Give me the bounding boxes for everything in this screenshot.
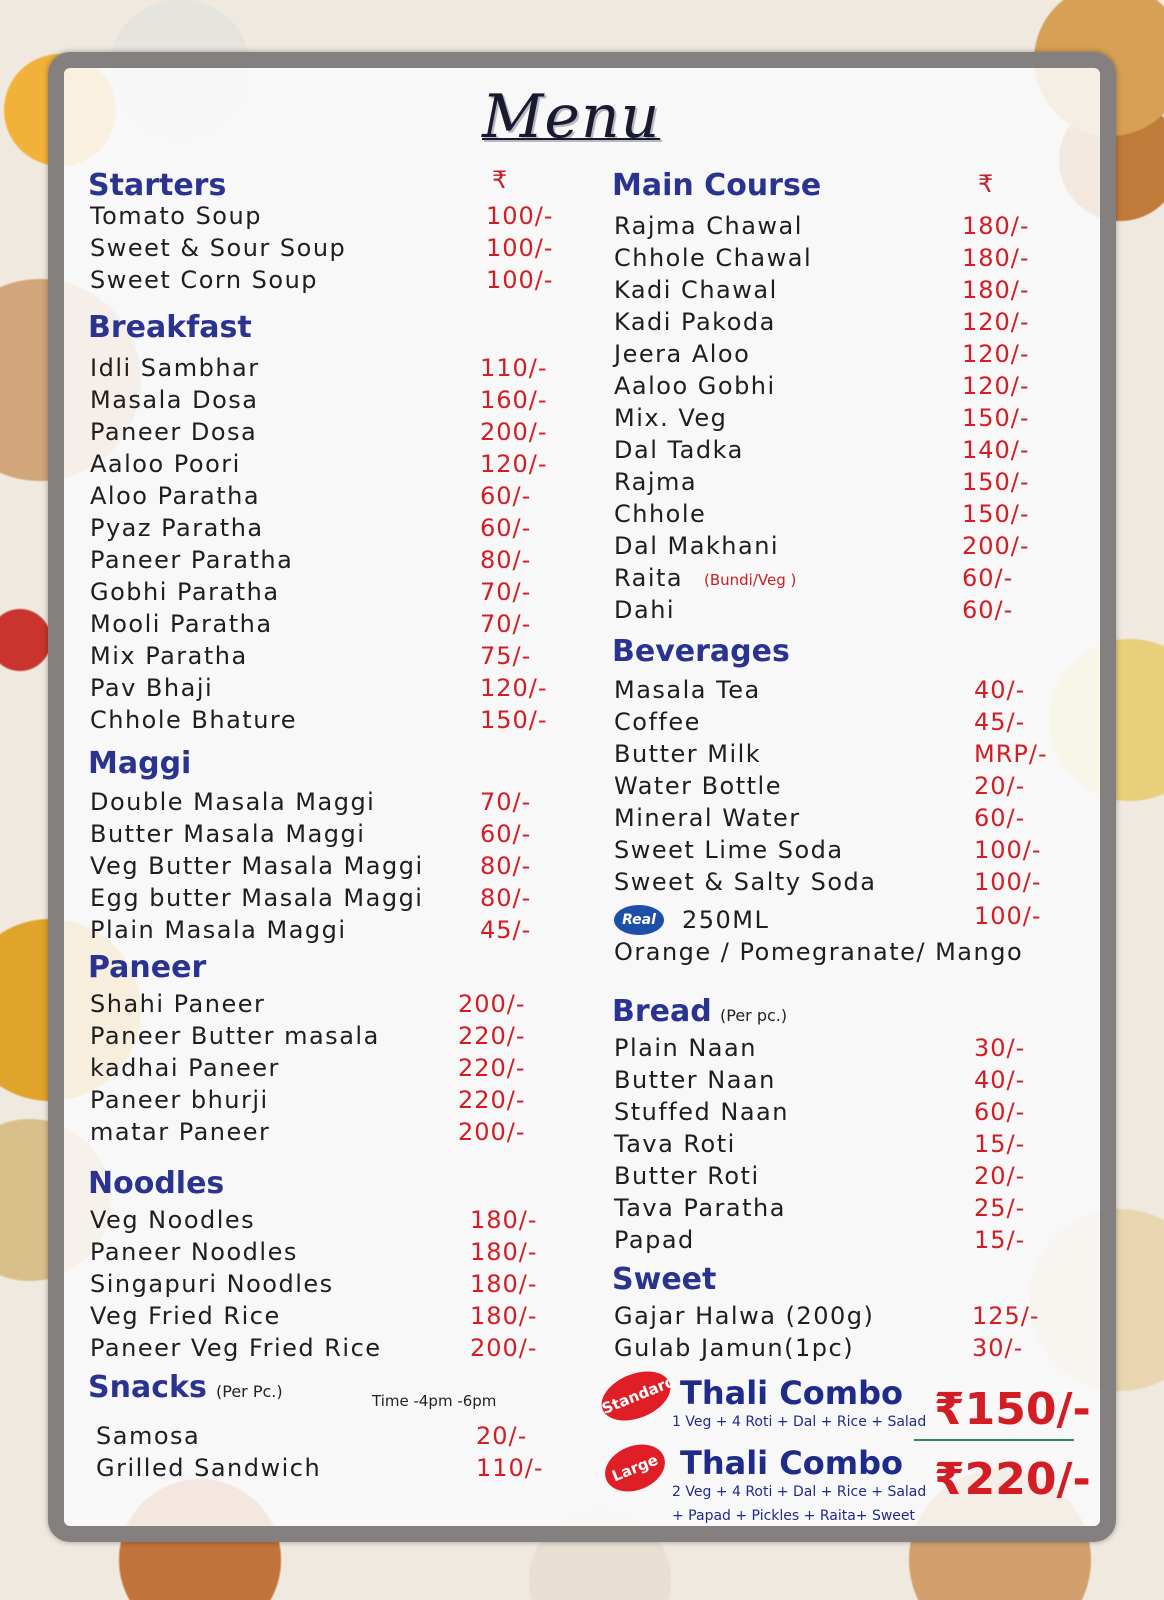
large-thali-price: ₹220/- xyxy=(934,1454,1091,1505)
sweet-item: Gulab Jamun(1pc) xyxy=(614,1334,855,1362)
beverages-price: 40/- xyxy=(974,676,1026,704)
noodles-item: Singapuri Noodles xyxy=(90,1270,334,1298)
maggi-item: Veg Butter Masala Maggi xyxy=(90,852,424,880)
main-course-item: Dal Makhani xyxy=(614,532,780,560)
starters-price: 100/- xyxy=(486,234,554,262)
beverages-item: Coffee xyxy=(614,708,701,736)
standard-thali-badge: Standard xyxy=(594,1362,677,1430)
main-course-rupee-symbol: ₹ xyxy=(978,170,994,198)
bread-heading-note: (Per pc.) xyxy=(720,1006,788,1025)
breakfast-price: 75/- xyxy=(480,642,532,670)
bread-item: Plain Naan xyxy=(614,1034,757,1062)
main-course-item: Mix. Veg xyxy=(614,404,728,432)
snacks-heading: Snacks xyxy=(88,1370,207,1405)
paneer-heading: Paneer xyxy=(88,950,207,985)
main-course-item: Chhole Chawal xyxy=(614,244,813,272)
main-course-price: 120/- xyxy=(962,372,1030,400)
main-course-item: Raita xyxy=(614,564,684,592)
paneer-item: Paneer Butter masala xyxy=(90,1022,380,1050)
noodles-item: Veg Fried Rice xyxy=(90,1302,281,1330)
bread-price: 15/- xyxy=(974,1130,1026,1158)
starters-price: 100/- xyxy=(486,202,554,230)
starters-rupee-symbol: ₹ xyxy=(492,166,508,194)
sweet-price: 125/- xyxy=(972,1302,1040,1330)
bread-item: Tava Paratha xyxy=(614,1194,786,1222)
maggi-item: Double Masala Maggi xyxy=(90,788,376,816)
beverages-price: 100/- xyxy=(974,836,1042,864)
beverages-price: 45/- xyxy=(974,708,1026,736)
sweet-heading: Sweet xyxy=(612,1262,717,1297)
main-course-price: 150/- xyxy=(962,404,1030,432)
breakfast-price: 150/- xyxy=(480,706,548,734)
maggi-price: 60/- xyxy=(480,820,532,848)
main-course-item: Rajma xyxy=(614,468,698,496)
paneer-item: Paneer bhurji xyxy=(90,1086,269,1114)
main-course-item: Jeera Aloo xyxy=(614,340,751,368)
main-course-item-note: (Bundi/Veg ) xyxy=(704,571,797,589)
beverages-item: Masala Tea xyxy=(614,676,761,704)
large-thali-title: Thali Combo xyxy=(680,1444,903,1482)
main-course-price: 180/- xyxy=(962,212,1030,240)
noodles-heading: Noodles xyxy=(88,1166,225,1201)
breakfast-price: 70/- xyxy=(480,578,532,606)
beverages-item: Sweet Lime Soda xyxy=(614,836,844,864)
noodles-price: 180/- xyxy=(470,1206,538,1234)
main-course-price: 120/- xyxy=(962,340,1030,368)
main-course-price: 150/- xyxy=(962,500,1030,528)
paneer-item: Shahi Paneer xyxy=(90,990,266,1018)
paneer-price: 220/- xyxy=(458,1022,526,1050)
maggi-price: 80/- xyxy=(480,852,532,880)
starters-heading: Starters xyxy=(88,168,227,203)
beverages-price: 100/- xyxy=(974,868,1042,896)
beverages-item: Butter Milk xyxy=(614,740,762,768)
breakfast-item: Idli Sambhar xyxy=(90,354,260,382)
main-course-item: Chhole xyxy=(614,500,707,528)
bread-item: Butter Roti xyxy=(614,1162,760,1190)
paneer-price: 220/- xyxy=(458,1054,526,1082)
bread-item: Papad xyxy=(614,1226,695,1254)
main-course-item: Dahi xyxy=(614,596,676,624)
starters-item: Sweet & Sour Soup xyxy=(90,234,347,262)
maggi-item: Plain Masala Maggi xyxy=(90,916,347,944)
main-course-price: 180/- xyxy=(962,244,1030,272)
beverages-item: Water Bottle xyxy=(614,772,782,800)
beverages-item: Mineral Water xyxy=(614,804,801,832)
large-thali-badge: Large xyxy=(598,1436,672,1500)
beverages-item: Sweet & Salty Soda xyxy=(614,868,877,896)
bread-price: 30/- xyxy=(974,1034,1026,1062)
maggi-price: 70/- xyxy=(480,788,532,816)
main-course-item: Rajma Chawal xyxy=(614,212,803,240)
real-juice-flavours: Orange / Pomegranate/ Mango xyxy=(614,938,1024,966)
noodles-item: Veg Noodles xyxy=(90,1206,256,1234)
snacks-price: 20/- xyxy=(476,1422,528,1450)
breakfast-item: Aloo Paratha xyxy=(90,482,261,510)
noodles-price: 180/- xyxy=(470,1302,538,1330)
paneer-price: 220/- xyxy=(458,1086,526,1114)
noodles-item: Paneer Veg Fried Rice xyxy=(90,1334,382,1362)
main-course-price: 180/- xyxy=(962,276,1030,304)
paneer-price: 200/- xyxy=(458,990,526,1018)
noodles-price: 180/- xyxy=(470,1238,538,1266)
breakfast-price: 120/- xyxy=(480,674,548,702)
sweet-item: Gajar Halwa (200g) xyxy=(614,1302,875,1330)
breakfast-price: 200/- xyxy=(480,418,548,446)
starters-price: 100/- xyxy=(486,266,554,294)
main-course-price: 60/- xyxy=(962,596,1014,624)
breakfast-item: Chhole Bhature xyxy=(90,706,298,734)
snacks-heading-note: (Per Pc.) xyxy=(216,1382,283,1401)
bread-price: 25/- xyxy=(974,1194,1026,1222)
maggi-price: 80/- xyxy=(480,884,532,912)
bread-item: Stuffed Naan xyxy=(614,1098,789,1126)
standard-thali-title: Thali Combo xyxy=(680,1374,903,1412)
main-course-price: 120/- xyxy=(962,308,1030,336)
maggi-heading: Maggi xyxy=(88,746,192,781)
snacks-time: Time -4pm -6pm xyxy=(372,1392,497,1410)
beverages-price: 60/- xyxy=(974,804,1026,832)
starters-item: Sweet Corn Soup xyxy=(90,266,319,294)
standard-thali-price: ₹150/- xyxy=(934,1384,1091,1435)
bread-item: Tava Roti xyxy=(614,1130,736,1158)
bread-heading: Bread xyxy=(612,994,712,1029)
noodles-price: 180/- xyxy=(470,1270,538,1298)
starters-item: Tomato Soup xyxy=(90,202,262,230)
breakfast-price: 70/- xyxy=(480,610,532,638)
breakfast-item: Gobhi Paratha xyxy=(90,578,280,606)
real-juice-price: 100/- xyxy=(974,902,1042,930)
breakfast-price: 80/- xyxy=(480,546,532,574)
noodles-price: 200/- xyxy=(470,1334,538,1362)
main-course-heading: Main Course xyxy=(612,168,822,203)
breakfast-heading: Breakfast xyxy=(88,310,252,345)
maggi-price: 45/- xyxy=(480,916,532,944)
large-thali-desc-extra: + Papad + Pickles + Raita+ Sweet xyxy=(672,1508,916,1524)
breakfast-price: 120/- xyxy=(480,450,548,478)
breakfast-item: Aaloo Poori xyxy=(90,450,241,478)
snacks-price: 110/- xyxy=(476,1454,544,1482)
main-course-item: Aaloo Gobhi xyxy=(614,372,776,400)
bread-price: 60/- xyxy=(974,1098,1026,1126)
snacks-item: Grilled Sandwich xyxy=(96,1454,322,1482)
maggi-item: Egg butter Masala Maggi xyxy=(90,884,424,912)
breakfast-item: Paneer Dosa xyxy=(90,418,258,446)
beverages-price: 20/- xyxy=(974,772,1026,800)
snacks-item: Samosa xyxy=(96,1422,201,1450)
breakfast-price: 60/- xyxy=(480,514,532,542)
real-juice-logo: Real xyxy=(614,905,664,935)
bread-price: 15/- xyxy=(974,1226,1026,1254)
standard-thali-desc: 1 Veg + 4 Roti + Dal + Rice + Salad xyxy=(672,1414,927,1430)
breakfast-price: 160/- xyxy=(480,386,548,414)
bread-price: 40/- xyxy=(974,1066,1026,1094)
main-course-item: Kadi Pakoda xyxy=(614,308,776,336)
breakfast-item: Pyaz Paratha xyxy=(90,514,264,542)
breakfast-item: Mix Paratha xyxy=(90,642,248,670)
beverages-price: MRP/- xyxy=(974,740,1048,768)
thali-divider xyxy=(914,1439,1074,1441)
bread-item: Butter Naan xyxy=(614,1066,776,1094)
breakfast-item: Pav Bhaji xyxy=(90,674,214,702)
paneer-price: 200/- xyxy=(458,1118,526,1146)
main-course-price: 200/- xyxy=(962,532,1030,560)
paneer-item: matar Paneer xyxy=(90,1118,271,1146)
breakfast-item: Paneer Paratha xyxy=(90,546,294,574)
breakfast-item: Mooli Paratha xyxy=(90,610,273,638)
sweet-price: 30/- xyxy=(972,1334,1024,1362)
menu-title: Menu xyxy=(482,82,661,152)
main-course-price: 150/- xyxy=(962,468,1030,496)
breakfast-price: 60/- xyxy=(480,482,532,510)
main-course-price: 140/- xyxy=(962,436,1030,464)
beverages-heading: Beverages xyxy=(612,634,790,669)
breakfast-price: 110/- xyxy=(480,354,548,382)
paneer-item: kadhai Paneer xyxy=(90,1054,280,1082)
bread-price: 20/- xyxy=(974,1162,1026,1190)
maggi-item: Butter Masala Maggi xyxy=(90,820,366,848)
main-course-item: Dal Tadka xyxy=(614,436,744,464)
main-course-price: 60/- xyxy=(962,564,1014,592)
breakfast-item: Masala Dosa xyxy=(90,386,259,414)
real-juice-item: 250ML xyxy=(682,906,770,934)
main-course-item: Kadi Chawal xyxy=(614,276,778,304)
noodles-item: Paneer Noodles xyxy=(90,1238,298,1266)
large-thali-desc: 2 Veg + 4 Roti + Dal + Rice + Salad xyxy=(672,1484,927,1500)
